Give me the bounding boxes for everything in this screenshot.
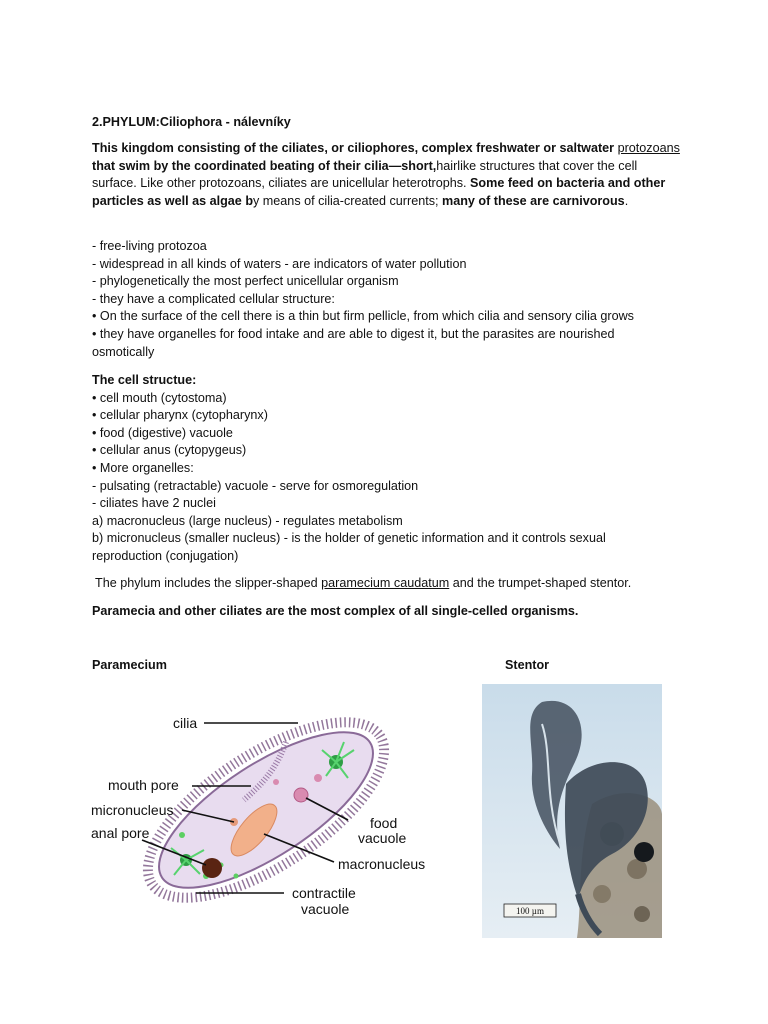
paramecium-caudatum-link[interactable]: paramecium caudatum (321, 576, 450, 590)
phylum-sentence (95, 575, 695, 593)
paramecium-diagram (86, 690, 431, 935)
cell-structure-item: - ciliates have 2 nuclei (92, 496, 216, 511)
label-contractile-1: contractile (292, 885, 356, 901)
intro-text-2: y means of cilia-created currents; (253, 193, 439, 208)
intro-bold-4: many of these are carnivorous (442, 193, 625, 208)
phylum-heading (92, 114, 692, 132)
fact-line: osmotically (92, 344, 155, 359)
heading-name: Ciliophora - nálevníky (159, 115, 291, 129)
scale-bar-label: 100 µm (516, 906, 544, 916)
stentor-caption: Stentor (505, 658, 550, 672)
intro-text-1: hairlike structures that cover the cell surface. Like other protozoans, ciliates are unicellular heterotrophs. (92, 158, 638, 191)
cell-structure-item: • cellular pharynx (cytopharynx) (92, 408, 268, 423)
cell-structure-item: • cell mouth (cytostoma) (92, 390, 227, 405)
label-mouth-pore: mouth pore (108, 777, 179, 793)
cell-structure-item: • food (digestive) vacuole (92, 425, 233, 440)
cell-structure-section (92, 372, 692, 566)
cell-structure-item: a) macronucleus (large nucleus) - regulates metabolism (92, 513, 403, 528)
intro-text-3: . (624, 193, 629, 208)
fact-line: • they have organelles for food intake and are able to digest it, but the parasites are nourished (92, 326, 615, 341)
fact-line: - they have a complicated cellular structure: (92, 291, 335, 306)
label-food-vacuole-1: food (370, 815, 398, 831)
cell-structure-item: b) micronucleus (smaller nucleus) - is the holder of genetic information and it controls sexual (92, 531, 606, 546)
intro-bold-2: that swim by the coordinated beating of their cilia—short, (92, 158, 437, 173)
fact-line: • On the surface of the cell there is a thin but firm pellicle, from which cilia and sensory cilia grows (92, 309, 634, 324)
label-cilia: cilia (173, 715, 198, 731)
cell-structure-item: - pulsating (retractable) vacuole - serve for osmoregulation (92, 478, 419, 493)
complex-note: Paramecia and other ciliates are the most complex of all single-celled organisms. (92, 604, 579, 618)
cell-structure-title: The cell structue: (92, 373, 197, 387)
intro-bold-1: This kingdom consisting of the ciliates, or ciliophores, complex freshwater or saltwater (92, 141, 615, 155)
label-micronucleus: micronucleus (91, 802, 174, 818)
label-food-vacuole-2: vacuole (358, 830, 407, 846)
intro-bold-3: Some feed on bacteria and other particles as well as algae b (92, 176, 666, 208)
stentor-micrograph (482, 684, 662, 938)
phylum-text-2: and the trumpet-shaped stentor. (452, 576, 632, 590)
heading-prefix: 2.PHYLUM: (92, 115, 160, 129)
cell-structure-item: • More organelles: (92, 460, 194, 475)
label-anal-pore: anal pore (91, 825, 150, 841)
cell-structure-item: • cellular anus (cytopygeus) (92, 443, 247, 458)
protozoans-link[interactable]: protozoans (617, 141, 680, 155)
paramecium-caption: Paramecium (92, 658, 167, 672)
fact-line: - free-living protozoa (92, 239, 207, 253)
fact-line: - widespread in all kinds of waters - are indicators of water pollution (92, 256, 467, 271)
label-macronucleus: macronucleus (338, 856, 426, 872)
fact-line: - phylogenetically the most perfect unicellular organism (92, 274, 399, 289)
cell-structure-item: reproduction (conjugation) (92, 548, 239, 563)
phylum-text-1: The phylum includes the slipper-shaped (95, 576, 318, 590)
facts-list (92, 238, 692, 361)
intro-paragraph (92, 140, 682, 210)
label-contractile-2: vacuole (301, 901, 350, 917)
